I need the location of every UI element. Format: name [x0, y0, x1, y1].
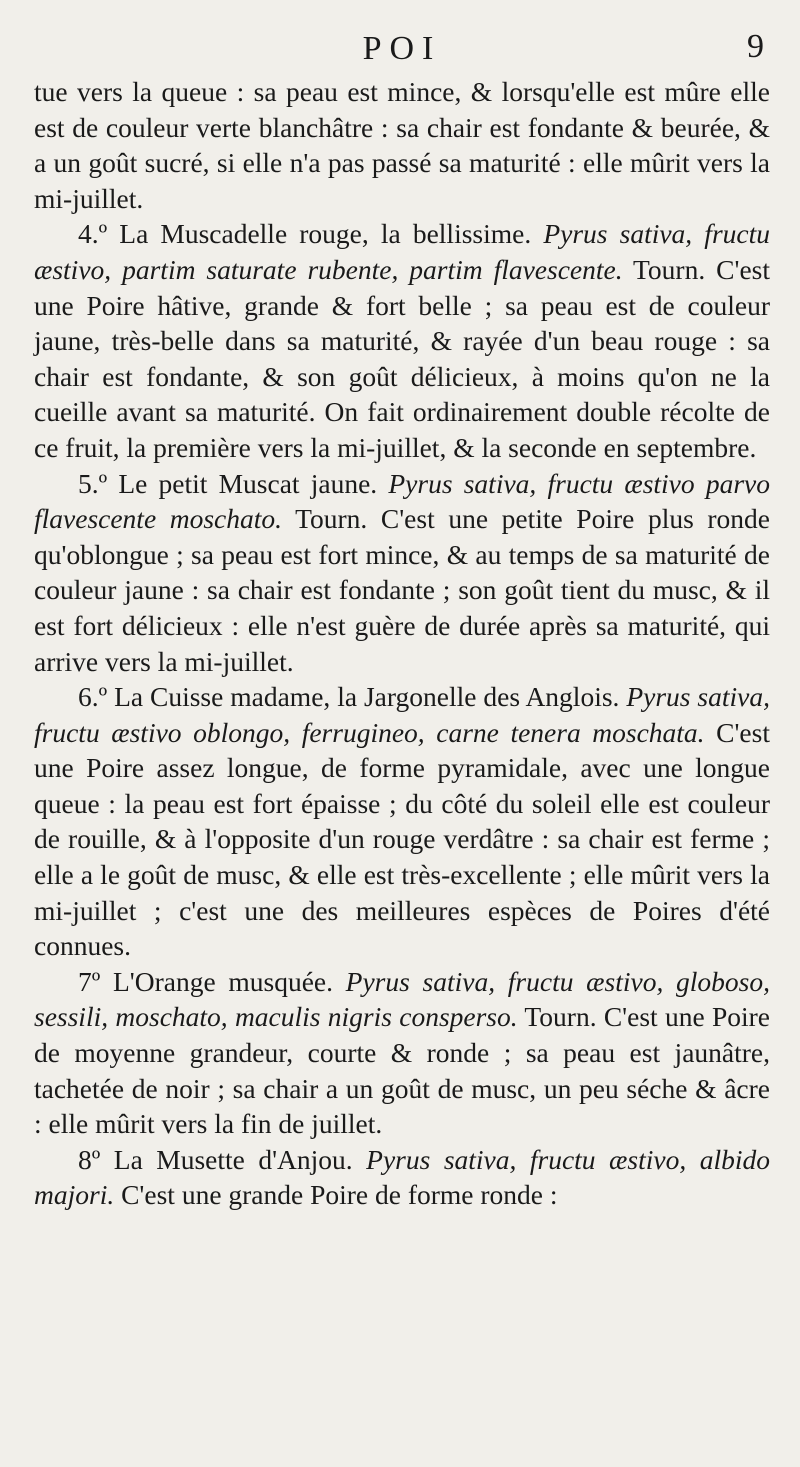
- paragraph-continued: [34, 74, 770, 216]
- latin-name: Pyrus sativa, fructu æstivo parvo flavescente moschato.: [34, 467, 770, 535]
- entry-heading: 7º L'Orange musquée.: [78, 965, 346, 997]
- entry-4-muscadelle-rouge: [34, 216, 770, 465]
- running-headword: POI: [362, 30, 442, 67]
- entry-description: Tourn. C'est une Poire de moyenne grandeur, courte & ronde ; sa peau est jaunâtre, tachetée de noir ; sa chair a un goût de musc, un peu séche & âcre : elle mûrit vers la fin de juillet.: [34, 1001, 770, 1140]
- page-number: 9: [747, 28, 764, 65]
- latin-name: Pyrus sativa, fructu æstivo, partim saturate rubente, partim flavescente.: [34, 218, 770, 285]
- latin-name: Pyrus sativa, fructu æstivo oblongo, ferrugineo, carne tenera moschata.: [34, 681, 770, 748]
- entry-heading: 5.º Le petit Muscat jaune.: [78, 467, 389, 499]
- entry-5-petit-muscat-jaune: [34, 466, 770, 680]
- entry-description: C'est une grande Poire de forme ronde :: [114, 1179, 558, 1211]
- latin-name: Pyrus sativa, fructu æstivo, albido majori.: [34, 1143, 770, 1211]
- entry-7-orange-musquee: [34, 964, 770, 1142]
- entry-description: Tourn. C'est une Poire hâtive, grande & fort belle ; sa peau est de couleur jaune, très-belle dans sa maturité, & rayée d'un beau rouge : sa chair est fondante, & son goût délicieux, à moins qu'on ne la cueille avant sa maturité. On fait ordinairement double récolte de ce fruit, la première vers la mi-juillet, & la seconde en septembre.: [34, 253, 771, 463]
- paragraph-text: tue vers la queue : sa peau est mince, & lorsqu'elle est mûre elle est de couleur verte blanchâtre : sa chair est fondante & beurée, & a un goût sucré, si elle n'a pas passé sa maturité : elle mûrit vers la mi-juillet.: [34, 76, 770, 214]
- entry-8-musette-anjou: [34, 1142, 770, 1213]
- entry-heading: 6.º La Cuisse madame, la Jargonelle des Anglois.: [78, 681, 627, 713]
- running-head: [34, 26, 770, 74]
- entry-description: Tourn. C'est une petite Poire plus ronde qu'oblongue ; sa peau est fort mince, & au temps de sa maturité de couleur jaune : sa chair est fondante ; son goût tient du musc, & il est fort délicieux : elle n'est guère de durée après sa maturité, qui arrive vers la mi-juillet.: [34, 503, 770, 677]
- entry-heading: 4.º La Muscadelle rouge, la bellissime.: [78, 218, 544, 250]
- entry-description: C'est une Poire assez longue, de forme pyramidale, avec une longue queue : la peau est fort épaisse ; du côté du soleil elle est couleur de rouille, & à l'opposite d'un rouge verdâtre : sa chair est ferme ; elle a le goût de musc, & elle est très-excellente ; elle mûrit vers la mi-juillet ; c'est une des meilleures espèces de Poires d'été connues.: [34, 716, 770, 962]
- entry-heading: 8º La Musette d'Anjou.: [78, 1143, 367, 1175]
- entry-6-cuisse-madame: [34, 679, 770, 964]
- body-text: [34, 74, 770, 1213]
- latin-name: Pyrus sativa, fructu æstivo, globoso, sessili, moschato, maculis nigris consperso.: [34, 965, 770, 1033]
